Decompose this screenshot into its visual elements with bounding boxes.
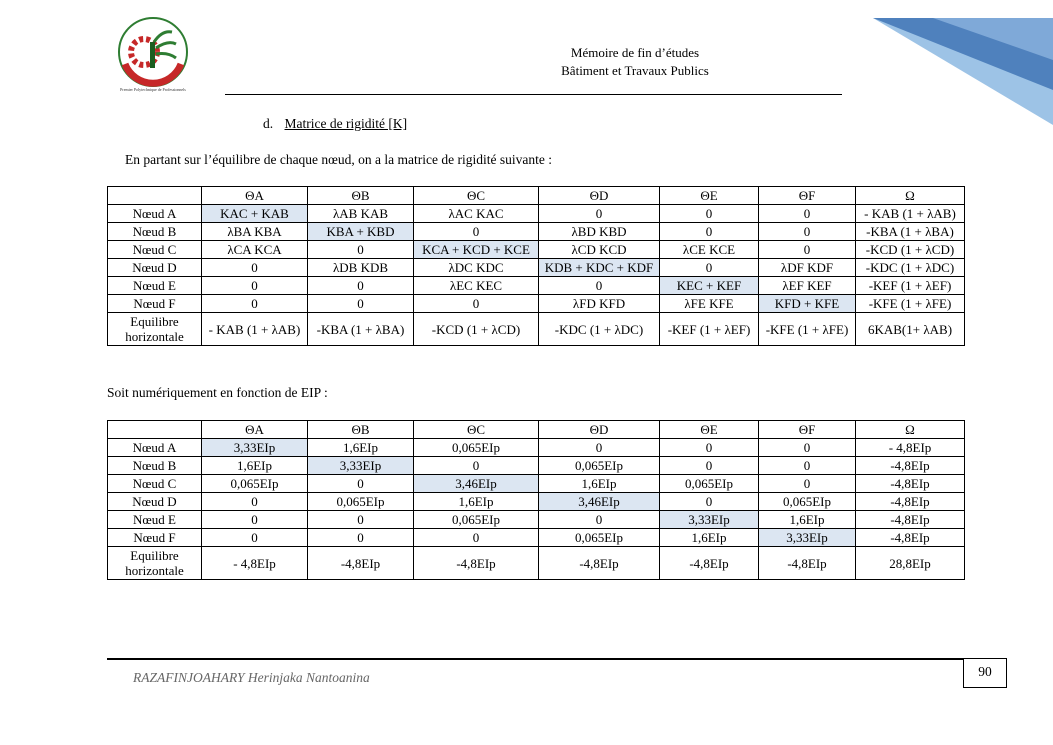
table-cell: -4,8EIp — [414, 547, 539, 580]
column-header: ΘA — [202, 421, 308, 439]
table-cell: 0 — [759, 475, 856, 493]
table-cell: -4,8EIp — [660, 547, 759, 580]
header-rule — [225, 94, 842, 95]
table-cell: 0 — [759, 205, 856, 223]
table-cell: 28,8EIp — [856, 547, 965, 580]
page-number: 90 — [963, 658, 1007, 688]
table-cell: 0 — [539, 511, 660, 529]
column-header: ΘA — [202, 187, 308, 205]
table-row — [108, 241, 965, 259]
table-cell: 0 — [759, 439, 856, 457]
table-row — [108, 205, 965, 223]
table-cell: 6KAB(1+ λAB) — [856, 313, 965, 346]
table-cell: 0 — [414, 223, 539, 241]
column-header: Ω — [856, 421, 965, 439]
table-row — [108, 493, 965, 511]
table-cell: KFD + KFE — [759, 295, 856, 313]
table-cell: 0 — [414, 529, 539, 547]
table-cell: -4,8EIp — [539, 547, 660, 580]
table-cell: λFE KFE — [660, 295, 759, 313]
table-cell: - KAB (1 + λAB) — [856, 205, 965, 223]
column-header: ΘD — [539, 187, 660, 205]
table-cell: λDB KDB — [308, 259, 414, 277]
table-cell: λEF KEF — [759, 277, 856, 295]
table-cell: -KFE (1 + λFE) — [856, 295, 965, 313]
table-cell: -4,8EIp — [856, 493, 965, 511]
table-cell: 0 — [308, 529, 414, 547]
table-cell: 0 — [308, 295, 414, 313]
table-cell: 0 — [539, 205, 660, 223]
row-header: Equilibre horizontale — [108, 313, 202, 346]
table-cell: 1,6EIp — [539, 475, 660, 493]
table-cell: 0 — [759, 457, 856, 475]
stiffness-matrix-numeric — [107, 420, 965, 580]
row-header: Nœud B — [108, 223, 202, 241]
table-cell: 3,33EIp — [759, 529, 856, 547]
table-cell: -4,8EIp — [856, 511, 965, 529]
column-header — [108, 421, 202, 439]
table-cell: - KAB (1 + λAB) — [202, 313, 308, 346]
table-cell: -KCD (1 + λCD) — [856, 241, 965, 259]
table-cell: 0,065EIp — [660, 475, 759, 493]
table-cell: 1,6EIp — [759, 511, 856, 529]
column-header: ΘB — [308, 187, 414, 205]
table-row — [108, 313, 965, 346]
table-cell: 0 — [202, 529, 308, 547]
table-cell: -KCD (1 + λCD) — [414, 313, 539, 346]
table-cell: 0 — [414, 295, 539, 313]
table-cell: KBA + KBD — [308, 223, 414, 241]
table-header-row — [108, 187, 965, 205]
table-cell: -KEF (1 + λEF) — [856, 277, 965, 295]
table-cell: λDF KDF — [759, 259, 856, 277]
column-header: ΘE — [660, 187, 759, 205]
column-header: ΘB — [308, 421, 414, 439]
table-cell: 0 — [308, 241, 414, 259]
table-cell: 3,46EIp — [414, 475, 539, 493]
table-cell: 0,065EIp — [202, 475, 308, 493]
table-row — [108, 547, 965, 580]
intro-paragraph: En partant sur l’équilibre de chaque nœud, on a la matrice de rigidité suivante : — [125, 152, 552, 167]
column-header — [108, 187, 202, 205]
table-cell: -4,8EIp — [856, 475, 965, 493]
footer-author: RAZAFINJOAHARY Herinjaka Nantoanina — [133, 670, 370, 685]
table-row — [108, 475, 965, 493]
row-header: Nœud F — [108, 529, 202, 547]
table-cell: -KBA (1 + λBA) — [308, 313, 414, 346]
table-cell: 3,33EIp — [308, 457, 414, 475]
column-header: ΘF — [759, 421, 856, 439]
column-header: ΘE — [660, 421, 759, 439]
table-cell: -4,8EIp — [856, 457, 965, 475]
table-cell: -KBA (1 + λBA) — [856, 223, 965, 241]
table-cell: - 4,8EIp — [202, 547, 308, 580]
column-header: ΘC — [414, 421, 539, 439]
column-header: ΘD — [539, 421, 660, 439]
table-cell: -4,8EIp — [308, 547, 414, 580]
table-cell: 0 — [759, 241, 856, 259]
row-header: Nœud E — [108, 277, 202, 295]
row-header: Nœud A — [108, 439, 202, 457]
row-header: Nœud E — [108, 511, 202, 529]
table-cell: λCE KCE — [660, 241, 759, 259]
table-cell: 0 — [202, 511, 308, 529]
table-cell: 1,6EIp — [660, 529, 759, 547]
table-cell: 0 — [660, 223, 759, 241]
footer-rule — [107, 658, 964, 660]
column-header: ΘC — [414, 187, 539, 205]
table-cell: 0 — [202, 295, 308, 313]
table-cell: λAB KAB — [308, 205, 414, 223]
table-cell: 0 — [660, 457, 759, 475]
table-cell: KAC + KAB — [202, 205, 308, 223]
table-cell: λCA KCA — [202, 241, 308, 259]
table-row — [108, 511, 965, 529]
table-cell: -4,8EIp — [856, 529, 965, 547]
table-cell: λBD KBD — [539, 223, 660, 241]
table-row — [108, 223, 965, 241]
row-header: Equilibre horizontale — [108, 547, 202, 580]
table-cell: λFD KFD — [539, 295, 660, 313]
table-cell: λBA KBA — [202, 223, 308, 241]
table-row — [108, 457, 965, 475]
table-row — [108, 529, 965, 547]
column-header: ΘF — [759, 187, 856, 205]
table-cell: 0,065EIp — [759, 493, 856, 511]
header-line-2: Bâtiment et Travaux Publics — [561, 63, 709, 78]
row-header: Nœud D — [108, 493, 202, 511]
table-cell: 3,33EIp — [202, 439, 308, 457]
table-cell: -KDC (1 + λDC) — [856, 259, 965, 277]
table-cell: 1,6EIp — [202, 457, 308, 475]
table-cell: 1,6EIp — [308, 439, 414, 457]
document-header — [520, 44, 750, 80]
table-cell: KDB + KDC + KDF — [539, 259, 660, 277]
table-cell: -KDC (1 + λDC) — [539, 313, 660, 346]
section-heading — [263, 116, 407, 132]
table-cell: λEC KEC — [414, 277, 539, 295]
table-cell: 3,33EIp — [660, 511, 759, 529]
table-cell: 0 — [660, 205, 759, 223]
stiffness-matrix-symbolic — [107, 186, 965, 346]
table-cell: 0,065EIp — [308, 493, 414, 511]
table-cell: 0 — [414, 457, 539, 475]
table-cell: -4,8EIp — [759, 547, 856, 580]
header-line-1: Mémoire de fin d’études — [570, 45, 700, 60]
table-cell: 0 — [202, 277, 308, 295]
table-cell: 0,065EIp — [539, 529, 660, 547]
table-cell: 0 — [202, 493, 308, 511]
table-cell: λDC KDC — [414, 259, 539, 277]
row-header: Nœud D — [108, 259, 202, 277]
corner-decoration — [873, 0, 1053, 125]
table-row — [108, 295, 965, 313]
table-row — [108, 439, 965, 457]
table-cell: 0,065EIp — [539, 457, 660, 475]
table-cell: 0,065EIp — [414, 511, 539, 529]
logo-caption: Premier Polytechnique de Professionnels — [120, 87, 186, 92]
table-cell: 0 — [759, 223, 856, 241]
section-number: d. — [263, 116, 274, 131]
table-cell: 0 — [539, 277, 660, 295]
table-cell: 0 — [202, 259, 308, 277]
table-cell: -KEF (1 + λEF) — [660, 313, 759, 346]
table-cell: 0,065EIp — [414, 439, 539, 457]
row-header: Nœud A — [108, 205, 202, 223]
table-cell: 0 — [660, 493, 759, 511]
school-logo — [110, 12, 196, 94]
table-cell: 0 — [660, 439, 759, 457]
table-row — [108, 259, 965, 277]
row-header: Nœud C — [108, 475, 202, 493]
table-cell: 0 — [308, 475, 414, 493]
table-cell: 0 — [660, 259, 759, 277]
table-cell: 0 — [539, 439, 660, 457]
table-cell: - 4,8EIp — [856, 439, 965, 457]
table-cell: 3,46EIp — [539, 493, 660, 511]
table-cell: 0 — [308, 277, 414, 295]
row-header: Nœud C — [108, 241, 202, 259]
numeric-subtitle: Soit numériquement en fonction de EIP : — [107, 385, 328, 400]
table-cell: λAC KAC — [414, 205, 539, 223]
table-cell: λCD KCD — [539, 241, 660, 259]
table-row — [108, 277, 965, 295]
table-cell: KCA + KCD + KCE — [414, 241, 539, 259]
section-title: Matrice de rigidité [K] — [284, 116, 408, 131]
row-header: Nœud F — [108, 295, 202, 313]
table-cell: -KFE (1 + λFE) — [759, 313, 856, 346]
table-header-row — [108, 421, 965, 439]
column-header: Ω — [856, 187, 965, 205]
table-cell: 0 — [308, 511, 414, 529]
table-cell: KEC + KEF — [660, 277, 759, 295]
table-cell: 1,6EIp — [414, 493, 539, 511]
row-header: Nœud B — [108, 457, 202, 475]
